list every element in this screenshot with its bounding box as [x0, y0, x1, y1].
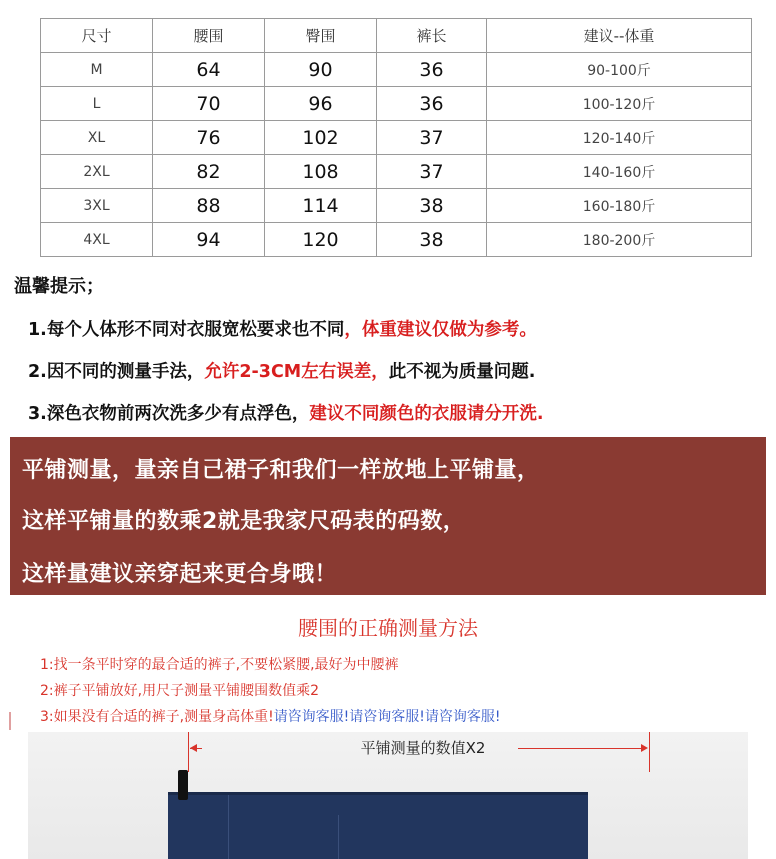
banner-line-3: 这样量建议亲穿起来更合身哦！ [22, 562, 338, 587]
cell-size: L [41, 87, 153, 121]
cell-waist: 76 [153, 121, 265, 155]
header-weight: 建议--体重 [487, 19, 752, 53]
cell-size: M [41, 53, 153, 87]
cell-hip: 96 [265, 87, 377, 121]
cell-waist: 82 [153, 155, 265, 189]
cell-waist: 88 [153, 189, 265, 223]
flat-measure-banner [10, 437, 766, 595]
table-row [41, 189, 752, 223]
cell-hip: 120 [265, 223, 377, 257]
size-chart-header-row [41, 19, 752, 53]
measure-title: 腰围的正确测量方法 [298, 616, 478, 640]
cell-hip: 108 [265, 155, 377, 189]
cell-length: 36 [377, 53, 487, 87]
cell-hip: 114 [265, 189, 377, 223]
cell-waist: 70 [153, 87, 265, 121]
cell-weight: 160-180斤 [487, 189, 752, 223]
cell-hip: 90 [265, 53, 377, 87]
cell-size: 3XL [41, 189, 153, 223]
tip-text: 2.因不同的测量手法， [28, 362, 205, 382]
banner-line-1: 平铺测量，量亲自己裙子和我们一样放地上平铺量， [22, 458, 540, 483]
table-row [41, 223, 752, 257]
measure-step-2: 2:裤子平铺放好,用尺子测量平铺腰围数值乘2 [40, 683, 319, 699]
table-row [41, 53, 752, 87]
tips-section [14, 272, 774, 442]
banner-line-2: 这样平铺量的数乘2就是我家尺码表的码数， [22, 509, 466, 534]
tip-text: 3.深色衣物前两次洗多少有点浮色， [28, 404, 310, 424]
cell-length: 38 [377, 223, 487, 257]
header-hip: 臀围 [265, 19, 377, 53]
cell-length: 36 [377, 87, 487, 121]
measure-steps [40, 654, 760, 732]
header-size: 尺寸 [41, 19, 153, 53]
cell-waist: 64 [153, 53, 265, 87]
cell-size: 4XL [41, 223, 153, 257]
tip-item-1 [28, 316, 774, 341]
tip-text: 1.每个人体形不同对衣服宽松要求也不同 [28, 320, 345, 340]
cell-length: 37 [377, 155, 487, 189]
pants-seam [338, 815, 339, 859]
measure-step-3 [40, 706, 760, 726]
tip-highlight: ，体重建议仅做为参考。 [344, 320, 537, 340]
header-length: 裤长 [377, 19, 487, 53]
contact-service-text: 请咨询客服!请咨询客服!请咨询客服! [273, 709, 501, 725]
size-chart-table [40, 18, 752, 257]
tips-title: 温馨提示； [14, 276, 104, 297]
zipper-icon [178, 770, 188, 800]
tip-item-3 [28, 400, 774, 425]
cell-weight: 180-200斤 [487, 223, 752, 257]
cell-hip: 102 [265, 121, 377, 155]
cell-length: 37 [377, 121, 487, 155]
cell-weight: 100-120斤 [487, 87, 752, 121]
cell-size: 2XL [41, 155, 153, 189]
tip-highlight: 建议不同颜色的衣服请分开洗. [309, 404, 544, 424]
table-row [41, 155, 752, 189]
table-row [41, 121, 752, 155]
table-row [41, 87, 752, 121]
cell-weight: 140-160斤 [487, 155, 752, 189]
cell-length: 38 [377, 189, 487, 223]
measure-step-3-text: 3:如果没有合适的裤子,测量身高体重! [40, 709, 274, 725]
tip-highlight: 允许2-3CM左右误差， [204, 362, 389, 382]
tip-item-2 [28, 358, 774, 383]
pants-waistband [168, 792, 588, 859]
pants-photo [28, 732, 748, 859]
measure-step-1: 1:找一条平时穿的最合适的裤子,不要松紧腰,最好为中腰裤 [40, 657, 399, 673]
header-waist: 腰围 [153, 19, 265, 53]
cell-weight: 90-100斤 [487, 53, 752, 87]
tip-tail: 此不视为质量问题. [388, 362, 536, 382]
edge-mark [9, 712, 11, 730]
cell-waist: 94 [153, 223, 265, 257]
cell-weight: 120-140斤 [487, 121, 752, 155]
cell-size: XL [41, 121, 153, 155]
measure-arrow-label: 平铺测量的数值X2 [360, 739, 486, 757]
pants-seam [228, 795, 229, 859]
